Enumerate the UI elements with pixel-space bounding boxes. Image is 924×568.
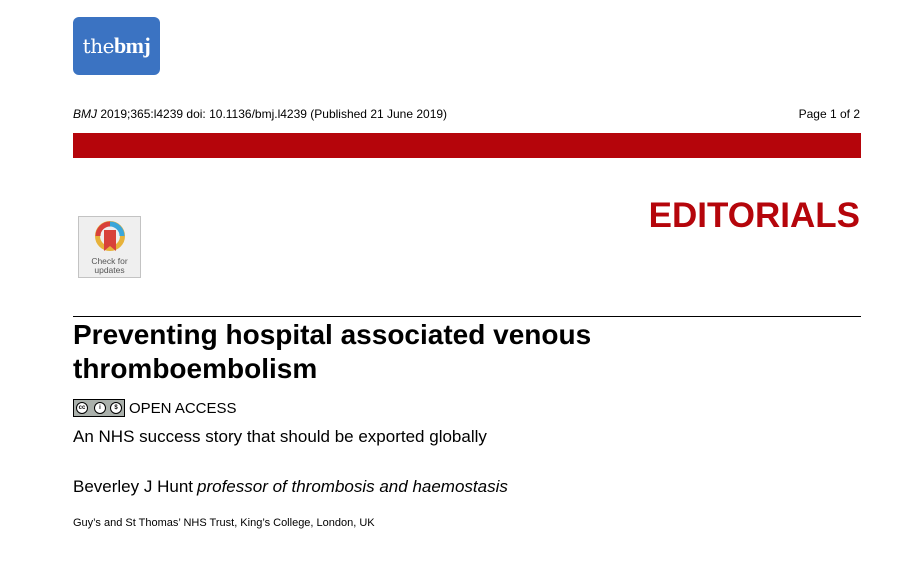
title-rule — [73, 316, 861, 317]
section-heading: EDITORIALS — [648, 196, 860, 235]
open-access-row — [73, 398, 237, 418]
citation-details: 2019;365:l4239 doi: 10.1136/bmj.l4239 (Published 21 June 2019) — [97, 107, 448, 121]
check-for-updates-badge[interactable] — [78, 216, 141, 278]
author-affiliation: Guy’s and St Thomas’ NHS Trust, King’s College, London, UK — [73, 517, 375, 529]
author-name: Beverley J Hunt — [73, 477, 193, 496]
author-line — [73, 477, 508, 497]
author-role: professor of thrombosis and haemostasis — [197, 477, 508, 496]
bmj-logo[interactable] — [73, 17, 160, 75]
article-title: Preventing hospital associated venous thromboembolism — [73, 319, 592, 384]
logo-text: thebmj — [82, 33, 151, 58]
page-number: Page 1 of 2 — [798, 107, 860, 121]
cc-by-nc-icon[interactable]: cc i $ — [73, 399, 125, 417]
open-access-label: OPEN ACCESS — [129, 399, 237, 417]
header-bar — [73, 133, 861, 158]
journal-name: BMJ — [73, 107, 97, 121]
standfirst: An NHS success story that should be exported globally — [73, 427, 487, 446]
check-label: Check for updates — [91, 256, 128, 275]
citation-line — [73, 107, 447, 121]
crossmark-icon — [94, 221, 126, 255]
